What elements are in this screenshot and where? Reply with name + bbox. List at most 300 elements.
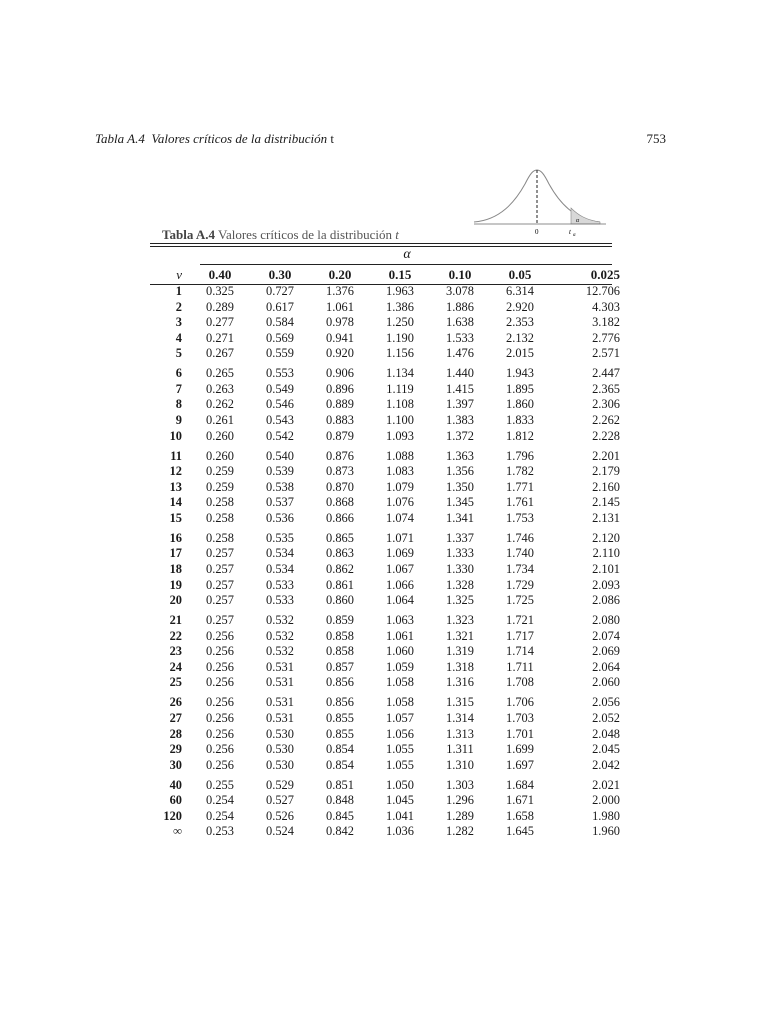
critical-value-cell: 1.325	[446, 593, 474, 608]
critical-value-cell: 1.703	[506, 710, 534, 725]
critical-value-cell: 1.356	[446, 464, 474, 479]
critical-value-cell: 1.796	[506, 448, 534, 463]
degrees-of-freedom: 27	[169, 710, 182, 725]
table-row	[150, 284, 620, 300]
critical-value-cell: 2.021	[592, 777, 620, 792]
critical-value-cell: 1.318	[446, 659, 474, 674]
degrees-of-freedom: 17	[169, 546, 182, 561]
table-row	[150, 711, 620, 727]
critical-value-cell: 0.530	[266, 757, 294, 772]
critical-value-cell: 1.045	[386, 793, 414, 808]
table-row	[150, 742, 620, 758]
critical-value-cell: 0.858	[326, 628, 354, 643]
table-row	[150, 546, 620, 562]
critical-value-cell: 0.325	[206, 284, 234, 298]
degrees-of-freedom: 24	[169, 659, 182, 674]
critical-value-cell: 1.717	[506, 628, 534, 643]
critical-value-cell: 0.906	[326, 366, 354, 381]
critical-value-cell: 0.539	[266, 464, 294, 479]
critical-value-cell: 1.190	[386, 330, 414, 345]
critical-value-cell: 0.256	[206, 757, 234, 772]
degrees-of-freedom: 2	[175, 299, 182, 314]
critical-value-cell: 0.540	[266, 448, 294, 463]
critical-value-cell: 2.353	[506, 315, 534, 330]
critical-value-cell: 1.372	[446, 428, 474, 443]
critical-value-cell: 1.415	[446, 381, 474, 396]
critical-value-cell: 0.526	[266, 808, 294, 823]
critical-value-cell: 1.761	[506, 495, 534, 510]
critical-value-cell: 0.257	[206, 593, 234, 608]
degrees-of-freedom: 16	[169, 530, 182, 545]
critical-value-cell: 2.086	[592, 593, 620, 608]
critical-value-cell: 2.064	[592, 659, 620, 674]
critical-value-cell: 1.833	[506, 413, 534, 428]
critical-value-cell: 1.156	[386, 346, 414, 361]
table-row	[150, 824, 620, 840]
critical-value-cell: 1.350	[446, 479, 474, 494]
critical-value-cell: 0.257	[206, 546, 234, 561]
critical-value-cell: 0.920	[326, 346, 354, 361]
critical-value-cell: 1.328	[446, 577, 474, 592]
running-head	[95, 131, 334, 147]
critical-value-cell: 1.725	[506, 593, 534, 608]
critical-value-cell: 0.856	[326, 695, 354, 710]
critical-value-cell: 0.533	[266, 593, 294, 608]
degrees-of-freedom: 26	[169, 695, 182, 710]
running-head-title: Valores críticos de la distribución	[151, 131, 328, 146]
critical-value-cell: 0.617	[266, 299, 294, 314]
critical-value-cell: 2.120	[592, 530, 620, 545]
critical-value-cell: 2.069	[592, 644, 620, 659]
table-row	[150, 444, 620, 464]
critical-value-cell: 2.571	[592, 346, 620, 361]
critical-value-cell: 0.256	[206, 742, 234, 757]
critical-value-cell: 0.259	[206, 479, 234, 494]
degrees-of-freedom: 6	[175, 366, 182, 381]
critical-value-cell: 1.684	[506, 777, 534, 792]
critical-value-cell: 1.740	[506, 546, 534, 561]
critical-value-cell: 1.963	[386, 284, 414, 298]
critical-value-cell: 0.889	[326, 397, 354, 412]
col-header: 0.15	[388, 267, 412, 282]
critical-value-cell: 1.055	[386, 757, 414, 772]
critical-value-cell: 2.048	[592, 726, 620, 741]
critical-value-cell: 1.645	[506, 824, 534, 839]
critical-value-cell: 2.132	[506, 330, 534, 345]
degrees-of-freedom: ∞	[173, 824, 182, 839]
critical-value-cell: 2.056	[592, 695, 620, 710]
critical-value-cell: 1.708	[506, 675, 534, 690]
critical-value-cell: 1.746	[506, 530, 534, 545]
critical-value-cell: 1.960	[592, 824, 620, 839]
table-body	[150, 284, 620, 840]
critical-value-cell: 0.727	[266, 284, 294, 298]
critical-value-cell: 0.253	[206, 824, 234, 839]
degrees-of-freedom: 9	[175, 413, 182, 428]
table-row	[150, 758, 620, 774]
degrees-of-freedom: 13	[169, 479, 182, 494]
critical-value-cell: 1.711	[506, 659, 534, 674]
critical-value-cell: 1.067	[386, 561, 414, 576]
critical-value-cell: 0.257	[206, 613, 234, 628]
critical-value-cell: 0.569	[266, 330, 294, 345]
table-row	[150, 793, 620, 809]
degrees-of-freedom: 30	[169, 757, 182, 772]
critical-value-cell: 0.532	[266, 613, 294, 628]
critical-value-cell: 1.671	[506, 793, 534, 808]
critical-value-cell: 0.256	[206, 675, 234, 690]
table-row	[150, 495, 620, 511]
critical-value-cell: 0.527	[266, 793, 294, 808]
critical-value-cell: 1.440	[446, 366, 474, 381]
critical-value-cell: 1.638	[446, 315, 474, 330]
critical-value-cell: 0.883	[326, 413, 354, 428]
caption-text: Valores críticos de la distribución	[218, 227, 393, 242]
critical-value-cell: 1.055	[386, 742, 414, 757]
critical-value-cell: 1.895	[506, 381, 534, 396]
degrees-of-freedom: 22	[169, 628, 182, 643]
critical-value-cell: 0.271	[206, 330, 234, 345]
critical-value-cell: 1.296	[446, 793, 474, 808]
critical-value-cell: 1.782	[506, 464, 534, 479]
table-row	[150, 464, 620, 480]
critical-value-cell: 1.397	[446, 397, 474, 412]
critical-value-cell: 1.061	[326, 299, 354, 314]
critical-value-cell: 1.056	[386, 726, 414, 741]
degrees-of-freedom: 14	[169, 495, 182, 510]
critical-value-cell: 0.532	[266, 644, 294, 659]
critical-value-cell: 1.041	[386, 808, 414, 823]
table-row	[150, 773, 620, 793]
degrees-of-freedom: 1	[175, 284, 182, 298]
critical-value-cell: 0.258	[206, 510, 234, 525]
critical-value-cell: 1.310	[446, 757, 474, 772]
critical-value-cell: 1.706	[506, 695, 534, 710]
critical-value-cell: 1.943	[506, 366, 534, 381]
critical-value-cell: 1.313	[446, 726, 474, 741]
critical-value-cell: 0.256	[206, 644, 234, 659]
critical-value-cell: 1.071	[386, 530, 414, 545]
critical-value-cell: 0.529	[266, 777, 294, 792]
critical-value-cell: 0.857	[326, 659, 354, 674]
critical-value-cell: 0.259	[206, 464, 234, 479]
critical-value-cell: 0.531	[266, 659, 294, 674]
col-header: 0.10	[448, 267, 472, 282]
critical-value-cell: 0.256	[206, 710, 234, 725]
label-zero: 0	[535, 228, 539, 236]
critical-value-cell: 1.093	[386, 428, 414, 443]
degrees-of-freedom: 60	[169, 793, 182, 808]
degrees-of-freedom: 23	[169, 644, 182, 659]
critical-value-cell: 2.179	[592, 464, 620, 479]
table-row	[150, 511, 620, 527]
label-alpha: α	[576, 218, 580, 224]
critical-value-cell: 1.812	[506, 428, 534, 443]
critical-value-cell: 2.042	[592, 757, 620, 772]
critical-value-cell: 1.321	[446, 628, 474, 643]
critical-value-cell: 0.531	[266, 675, 294, 690]
degrees-of-freedom: 19	[169, 577, 182, 592]
col-header: 0.20	[328, 267, 352, 282]
critical-value-cell: 1.064	[386, 593, 414, 608]
critical-value-cell: 1.057	[386, 710, 414, 725]
table-row	[150, 331, 620, 347]
critical-value-cell: 1.311	[446, 742, 474, 757]
critical-value-cell: 1.134	[386, 366, 414, 381]
critical-value-cell: 2.000	[592, 793, 620, 808]
critical-value-cell: 0.530	[266, 726, 294, 741]
col-header: 0.30	[268, 267, 292, 282]
label-t: t	[569, 228, 571, 236]
table-row	[150, 644, 620, 660]
critical-value-cell: 1.108	[386, 397, 414, 412]
critical-value-cell: 0.873	[326, 464, 354, 479]
table-row	[150, 429, 620, 445]
critical-value-cell: 0.549	[266, 381, 294, 396]
critical-value-cell: 0.258	[206, 530, 234, 545]
critical-value-cell: 0.535	[266, 530, 294, 545]
critical-value-cell: 0.876	[326, 448, 354, 463]
critical-value-cell: 0.534	[266, 546, 294, 561]
table-row	[150, 629, 620, 645]
degrees-of-freedom: 12	[169, 464, 182, 479]
critical-value-cell: 2.262	[592, 413, 620, 428]
critical-value-cell: 0.879	[326, 428, 354, 443]
table-row	[150, 362, 620, 382]
critical-value-cell: 1.383	[446, 413, 474, 428]
critical-value-cell: 0.538	[266, 479, 294, 494]
critical-value-cell: 0.267	[206, 346, 234, 361]
critical-value-cell: 0.534	[266, 561, 294, 576]
table-row	[150, 578, 620, 594]
critical-value-cell: 2.201	[592, 448, 620, 463]
critical-value-cell: 2.776	[592, 330, 620, 345]
critical-value-cell: 1.058	[386, 675, 414, 690]
degrees-of-freedom: 25	[169, 675, 182, 690]
critical-value-cell: 0.533	[266, 577, 294, 592]
table-row	[150, 527, 620, 547]
critical-value-cell: 1.303	[446, 777, 474, 792]
top-rule	[150, 243, 612, 244]
critical-value-cell: 1.314	[446, 710, 474, 725]
critical-value-cell: 0.289	[206, 299, 234, 314]
critical-value-cell: 1.753	[506, 510, 534, 525]
degrees-of-freedom: 11	[170, 448, 182, 463]
critical-value-cell: 0.524	[266, 824, 294, 839]
table-row	[150, 691, 620, 711]
critical-value-cell: 1.701	[506, 726, 534, 741]
critical-value-cell: 0.868	[326, 495, 354, 510]
critical-value-cell: 1.734	[506, 561, 534, 576]
critical-value-cell: 0.257	[206, 577, 234, 592]
critical-value-cell: 1.289	[446, 808, 474, 823]
critical-value-cell: 1.315	[446, 695, 474, 710]
critical-value-cell: 2.228	[592, 428, 620, 443]
critical-value-cell: 0.254	[206, 793, 234, 808]
critical-value-cell: 2.093	[592, 577, 620, 592]
critical-value-cell: 0.260	[206, 428, 234, 443]
degrees-of-freedom: 120	[163, 808, 182, 823]
critical-value-cell: 2.052	[592, 710, 620, 725]
critical-value-cell: 1.060	[386, 644, 414, 659]
critical-value-cell: 0.542	[266, 428, 294, 443]
critical-value-cell: 1.076	[386, 495, 414, 510]
critical-value-cell: 1.721	[506, 613, 534, 628]
critical-value-cell: 0.861	[326, 577, 354, 592]
critical-value-cell: 1.886	[446, 299, 474, 314]
critical-value-cell: 1.345	[446, 495, 474, 510]
table-row	[150, 382, 620, 398]
critical-value-cell: 0.862	[326, 561, 354, 576]
critical-value-cell: 0.553	[266, 366, 294, 381]
critical-value-cell: 0.584	[266, 315, 294, 330]
table-row	[150, 480, 620, 496]
table-row	[150, 413, 620, 429]
degrees-of-freedom: 21	[169, 613, 182, 628]
critical-value-cell: 1.771	[506, 479, 534, 494]
critical-value-cell: 0.543	[266, 413, 294, 428]
critical-value-cell: 2.110	[592, 546, 620, 561]
critical-value-cell: 2.365	[592, 381, 620, 396]
critical-value-cell: 0.265	[206, 366, 234, 381]
caption-var: t	[395, 227, 399, 242]
critical-value-cell: 1.069	[386, 546, 414, 561]
critical-value-cell: 0.532	[266, 628, 294, 643]
running-head-var: t	[330, 131, 334, 146]
critical-value-cell: 1.714	[506, 644, 534, 659]
critical-value-cell: 0.257	[206, 561, 234, 576]
table-row	[150, 315, 620, 331]
critical-value-cell: 1.119	[386, 381, 414, 396]
page-number: 753	[646, 131, 666, 146]
critical-value-cell: 2.447	[592, 366, 620, 381]
critical-value-cell: 6.314	[506, 284, 534, 298]
critical-value-cell: 0.870	[326, 479, 354, 494]
critical-value-cell: 3.182	[592, 315, 620, 330]
degrees-of-freedom: 29	[169, 742, 182, 757]
critical-value-cell: 0.856	[326, 675, 354, 690]
critical-value-cell: 1.699	[506, 742, 534, 757]
critical-value-cell: 0.255	[206, 777, 234, 792]
critical-value-cell: 0.256	[206, 659, 234, 674]
critical-value-cell: 0.256	[206, 628, 234, 643]
critical-value-cell: 1.083	[386, 464, 414, 479]
critical-value-cell: 2.015	[506, 346, 534, 361]
critical-value-cell: 12.706	[585, 284, 620, 298]
critical-value-cell: 1.330	[446, 561, 474, 576]
col-header: 0.025	[590, 267, 620, 282]
top-rule-double	[150, 246, 612, 247]
critical-value-cell: 1.250	[386, 315, 414, 330]
critical-value-cell: 1.282	[446, 824, 474, 839]
header-row	[150, 265, 620, 284]
critical-value-cell: 1.860	[506, 397, 534, 412]
critical-value-cell: 0.860	[326, 593, 354, 608]
critical-value-cell: 0.859	[326, 613, 354, 628]
critical-value-cell: 0.855	[326, 710, 354, 725]
critical-value-cell: 1.100	[386, 413, 414, 428]
critical-value-cell: 1.059	[386, 659, 414, 674]
critical-value-cell: 1.697	[506, 757, 534, 772]
critical-value-cell: 1.980	[592, 808, 620, 823]
critical-value-cell: 0.546	[266, 397, 294, 412]
critical-value-cell: 1.337	[446, 530, 474, 545]
critical-value-cell: 0.536	[266, 510, 294, 525]
critical-value-cell: 0.258	[206, 495, 234, 510]
degrees-of-freedom: 10	[169, 428, 182, 443]
critical-value-cell: 0.263	[206, 381, 234, 396]
critical-value-cell: 3.078	[446, 284, 474, 298]
degrees-of-freedom: 18	[169, 561, 182, 576]
degrees-of-freedom: 4	[175, 330, 182, 345]
critical-value-cell: 0.262	[206, 397, 234, 412]
critical-value-cell: 1.066	[386, 577, 414, 592]
critical-value-cell: 0.537	[266, 495, 294, 510]
critical-value-cell: 2.101	[592, 561, 620, 576]
table-row	[150, 809, 620, 825]
nu-header: v	[176, 267, 182, 282]
critical-value-cell: 1.533	[446, 330, 474, 345]
table-row	[150, 300, 620, 316]
critical-value-cell: 1.363	[446, 448, 474, 463]
table-row	[150, 660, 620, 676]
critical-value-cell: 0.896	[326, 381, 354, 396]
caption-label: Tabla A.4	[162, 227, 215, 242]
critical-value-cell: 2.306	[592, 397, 620, 412]
table-row	[150, 675, 620, 691]
critical-value-cell: 0.530	[266, 742, 294, 757]
degrees-of-freedom: 15	[169, 510, 182, 525]
critical-value-cell: 1.341	[446, 510, 474, 525]
critical-value-cell: 0.854	[326, 742, 354, 757]
degrees-of-freedom: 20	[169, 593, 182, 608]
critical-value-cell: 2.920	[506, 299, 534, 314]
critical-value-cell: 1.074	[386, 510, 414, 525]
critical-value-cell: 1.323	[446, 613, 474, 628]
table-row	[150, 593, 620, 609]
critical-value-cell: 2.045	[592, 742, 620, 757]
critical-value-cell: 0.851	[326, 777, 354, 792]
critical-value-cell: 0.866	[326, 510, 354, 525]
table-row	[150, 562, 620, 578]
critical-value-cell: 2.131	[592, 510, 620, 525]
degrees-of-freedom: 5	[175, 346, 182, 361]
col-header: 0.05	[508, 267, 532, 282]
critical-value-cell: 2.080	[592, 613, 620, 628]
critical-value-cell: 0.842	[326, 824, 354, 839]
critical-value-cell: 2.160	[592, 479, 620, 494]
critical-value-cell: 0.863	[326, 546, 354, 561]
critical-value-cell: 0.531	[266, 710, 294, 725]
critical-value-cell: 2.060	[592, 675, 620, 690]
table-row	[150, 609, 620, 629]
critical-value-cell: 2.145	[592, 495, 620, 510]
critical-value-cell: 0.260	[206, 448, 234, 463]
critical-value-cell: 0.256	[206, 695, 234, 710]
critical-value-cell: 1.316	[446, 675, 474, 690]
t-distribution-curve	[470, 162, 610, 238]
table-row	[150, 397, 620, 413]
critical-value-cell: 0.256	[206, 726, 234, 741]
degrees-of-freedom: 7	[175, 381, 182, 396]
degrees-of-freedom: 3	[175, 315, 182, 330]
critical-value-cell: 1.476	[446, 346, 474, 361]
critical-value-cell: 0.978	[326, 315, 354, 330]
critical-value-cell: 2.074	[592, 628, 620, 643]
critical-value-cell: 1.386	[386, 299, 414, 314]
critical-value-cell: 0.559	[266, 346, 294, 361]
critical-value-cell: 0.855	[326, 726, 354, 741]
